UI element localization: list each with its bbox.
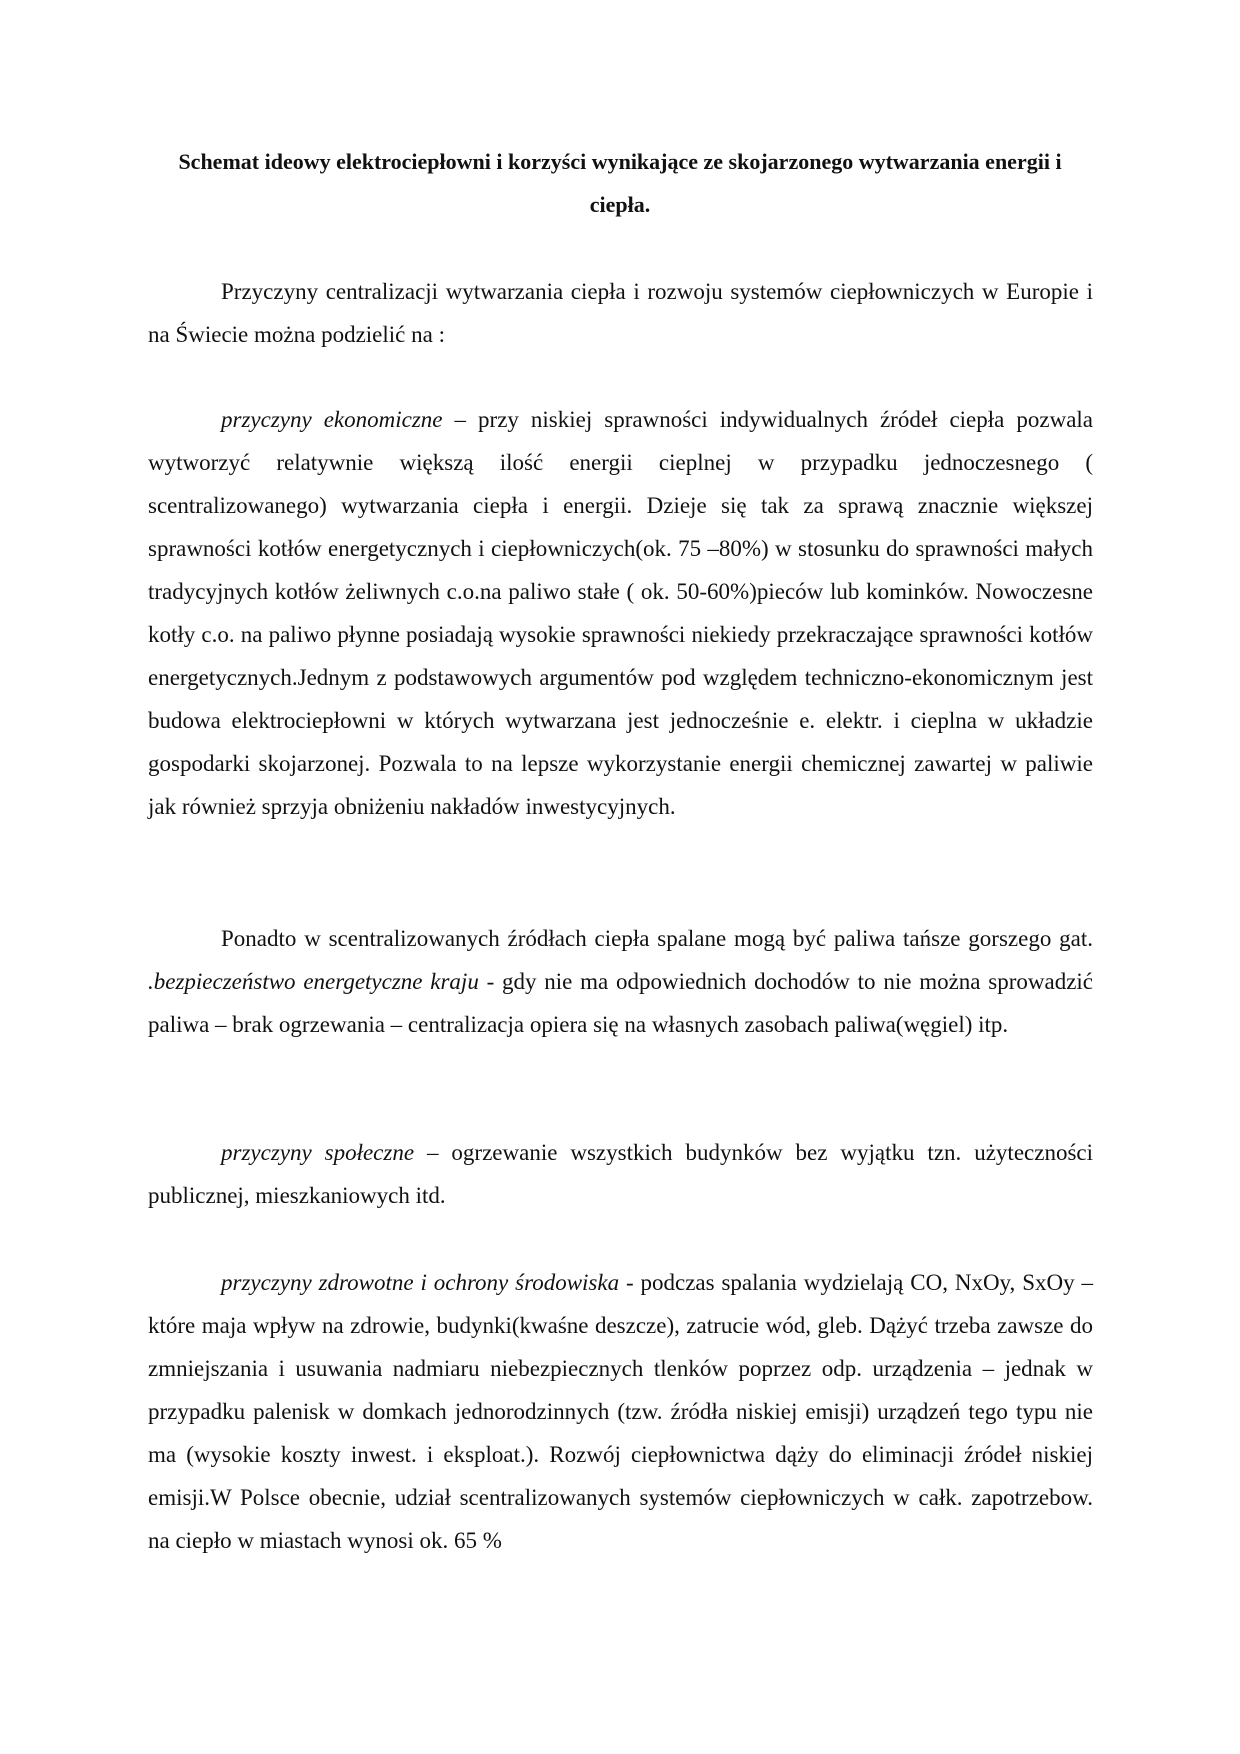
energy-security-text: - gdy nie ma odpowiednich dochodów to nie można sprowadzić paliwa – brak ogrzewania – centralizacja opiera się na własnych zasobach paliwa(węgiel) itp. [148,969,1093,1037]
economic-reasons-heading: przyczyny ekonomiczne [221,407,443,432]
document-title: Schemat ideowy elektrociepłowni i korzyści wynikające ze skojarzonego wytwarzania energii i ciepła. [178,149,1062,217]
social-reasons-paragraph [148,1131,1093,1217]
health-environment-text: - podczas spalania wydzielają CO, NxOy, SxOy – które maja wpływ na zdrowie, budynki(kwaśne deszcze), zatrucie wód, gleb. Dążyć trzeba zawsze do zmniejszania i usuwania nadmiaru niebezpiecznych tlenków poprzez odp. urządzenia – jednak w przypadku palenisk w domkach jednorodzinnych (tzw. źródła niskiej emisji) urządzeń tego typu nie ma (wysokie koszty inwest. i eksploat.). Rozwój ciepłownictwa dąży do eliminacji źródeł niskiej emisji.W Polsce obecnie, udział scentralizowanych systemów ciepłowniczych w całk. zapotrzebow. na ciepło w miastach wynosi ok. 65 % [148,1270,1093,1553]
economic-reasons-paragraph [148,398,1093,828]
intro-paragraph: Przyczyny centralizacji wytwarzania ciepła i rozwoju systemów ciepłowniczych w Europie i na Świecie można podzielić na : [148,279,1093,347]
social-reasons-text: – ogrzewanie wszystkich budynków bez wyjątku tzn. użyteczności publicznej, mieszkaniowych itd. [148,1140,1093,1208]
health-environment-paragraph [148,1261,1093,1562]
economic-reasons-text: – przy niskiej sprawności indywidualnych źródeł ciepła pozwala wytworzyć relatywnie większą ilość energii cieplnej w przypadku jednoczesnego ( scentralizowanego) wytwarzania ciepła i energii. Dzieje się tak za sprawą znacznie większej sprawności kotłów energetycznych i ciepłowniczych(ok. 75 –80%) w stosunku do sprawności małych tradycyjnych kotłów żeliwnych c.o.na paliwo stałe ( ok. 50-60%)pieców lub kominków. Nowoczesne kotły c.o. na paliwo płynne posiadają wysokie sprawności niekiedy przekraczające sprawności kotłów energetycznych.Jednym z podstawowych argumentów pod względem techniczno-ekonomicznym jest budowa elektrociepłowni w których wytwarzana jest jednocześnie e. elektr. i cieplna w układzie gospodarki skojarzonej. Pozwala to na lepsze wykorzystanie energii chemicznej zawartej w paliwie jak również sprzyja obniżeniu nakładów inwestycyjnych. [148,407,1093,819]
energy-security-intro-text: Ponadto w scentralizowanych źródłach ciepła spalane mogą być paliwa tańsze gorszego gat. [221,926,1093,951]
social-reasons-heading: przyczyny społeczne [221,1140,415,1165]
energy-security-heading: .bezpieczeństwo energetyczne kraju [148,969,479,994]
health-environment-heading: przyczyny zdrowotne i ochrony środowiska [221,1270,620,1295]
energy-security-paragraph [148,917,1093,1046]
